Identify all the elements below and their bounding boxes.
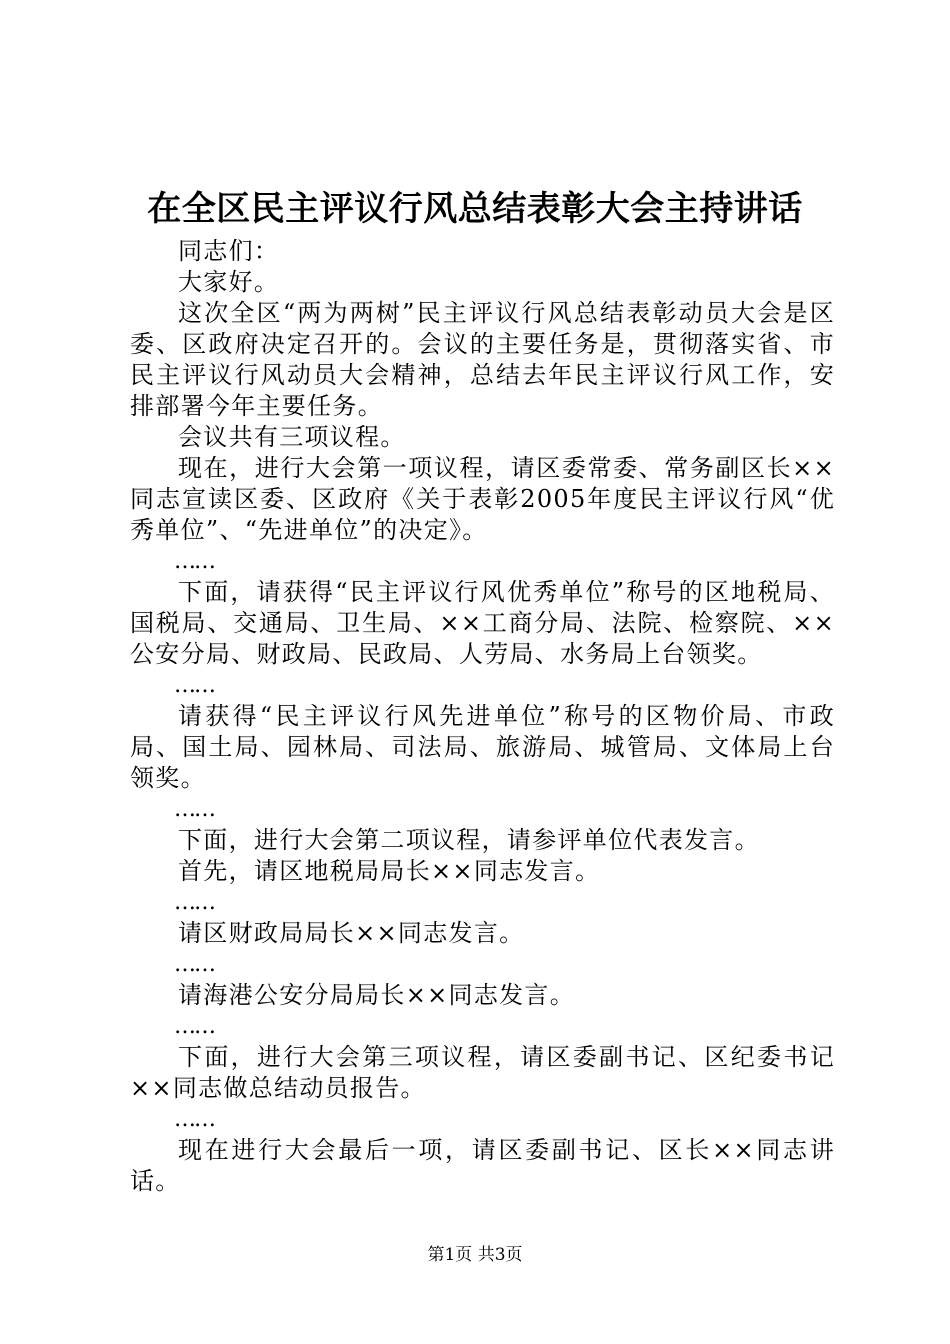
ellipsis: …… bbox=[174, 549, 214, 574]
ellipsis: …… bbox=[174, 1014, 214, 1039]
ellipsis: …… bbox=[174, 673, 214, 698]
paragraph-agenda-count: 会议共有三项议程。 bbox=[178, 423, 406, 451]
page-footer: 第1页 共3页 bbox=[427, 1245, 523, 1265]
paragraph-agenda-three: 下面，进行大会第三项议程，请区委副书记、区纪委书记××同志做总结动员报告。 bbox=[130, 1043, 835, 1102]
ellipsis: …… bbox=[174, 952, 214, 977]
paragraph-excellent-units: 下面，请获得“民主评议行风优秀单位”称号的区地税局、国税局、交通局、卫生局、××工商分局、法院、检察院、××公安分局、财政局、民政局、人劳局、水务局上台领奖。 bbox=[130, 578, 835, 668]
paragraph-intro: 这次全区“两为两树”民主评议行风总结表彰动员大会是区委、区政府决定召开的。会议的主要任务是，贯彻落实省、市民主评议行风动员大会精神，总结去年民主评议行风工作，安排部署今年主要任务。 bbox=[130, 299, 835, 420]
ellipsis: …… bbox=[174, 1107, 214, 1132]
greeting: 大家好。 bbox=[178, 268, 280, 296]
salutation: 同志们： bbox=[178, 237, 280, 265]
document-title: 在全区民主评议行风总结表彰大会主持讲话 bbox=[147, 189, 803, 229]
paragraph-final-item: 现在进行大会最后一项，请区委副书记、区长××同志讲话。 bbox=[130, 1136, 835, 1195]
paragraph-speaker-police: 请海港公安分局局长××同志发言。 bbox=[178, 981, 576, 1009]
ellipsis: …… bbox=[174, 797, 214, 822]
paragraph-speaker-finance: 请区财政局局长××同志发言。 bbox=[178, 919, 525, 947]
paragraph-agenda-two: 下面，进行大会第二项议程，请参评单位代表发言。 bbox=[178, 826, 760, 854]
paragraph-agenda-one: 现在，进行大会第一项议程，请区委常委、常务副区长××同志宣读区委、区政府《关于表彰2005年度民主评议行风“优秀单位”、“先进单位”的决定》。 bbox=[130, 454, 835, 544]
document-body bbox=[130, 236, 835, 1197]
ellipsis: …… bbox=[174, 890, 214, 915]
paragraph-advanced-units: 请获得“民主评议行风先进单位”称号的区物价局、市政局、国土局、园林局、司法局、旅游局、城管局、文体局上台领奖。 bbox=[130, 702, 835, 792]
paragraph-speaker-tax: 首先，请区地税局局长××同志发言。 bbox=[178, 857, 601, 885]
